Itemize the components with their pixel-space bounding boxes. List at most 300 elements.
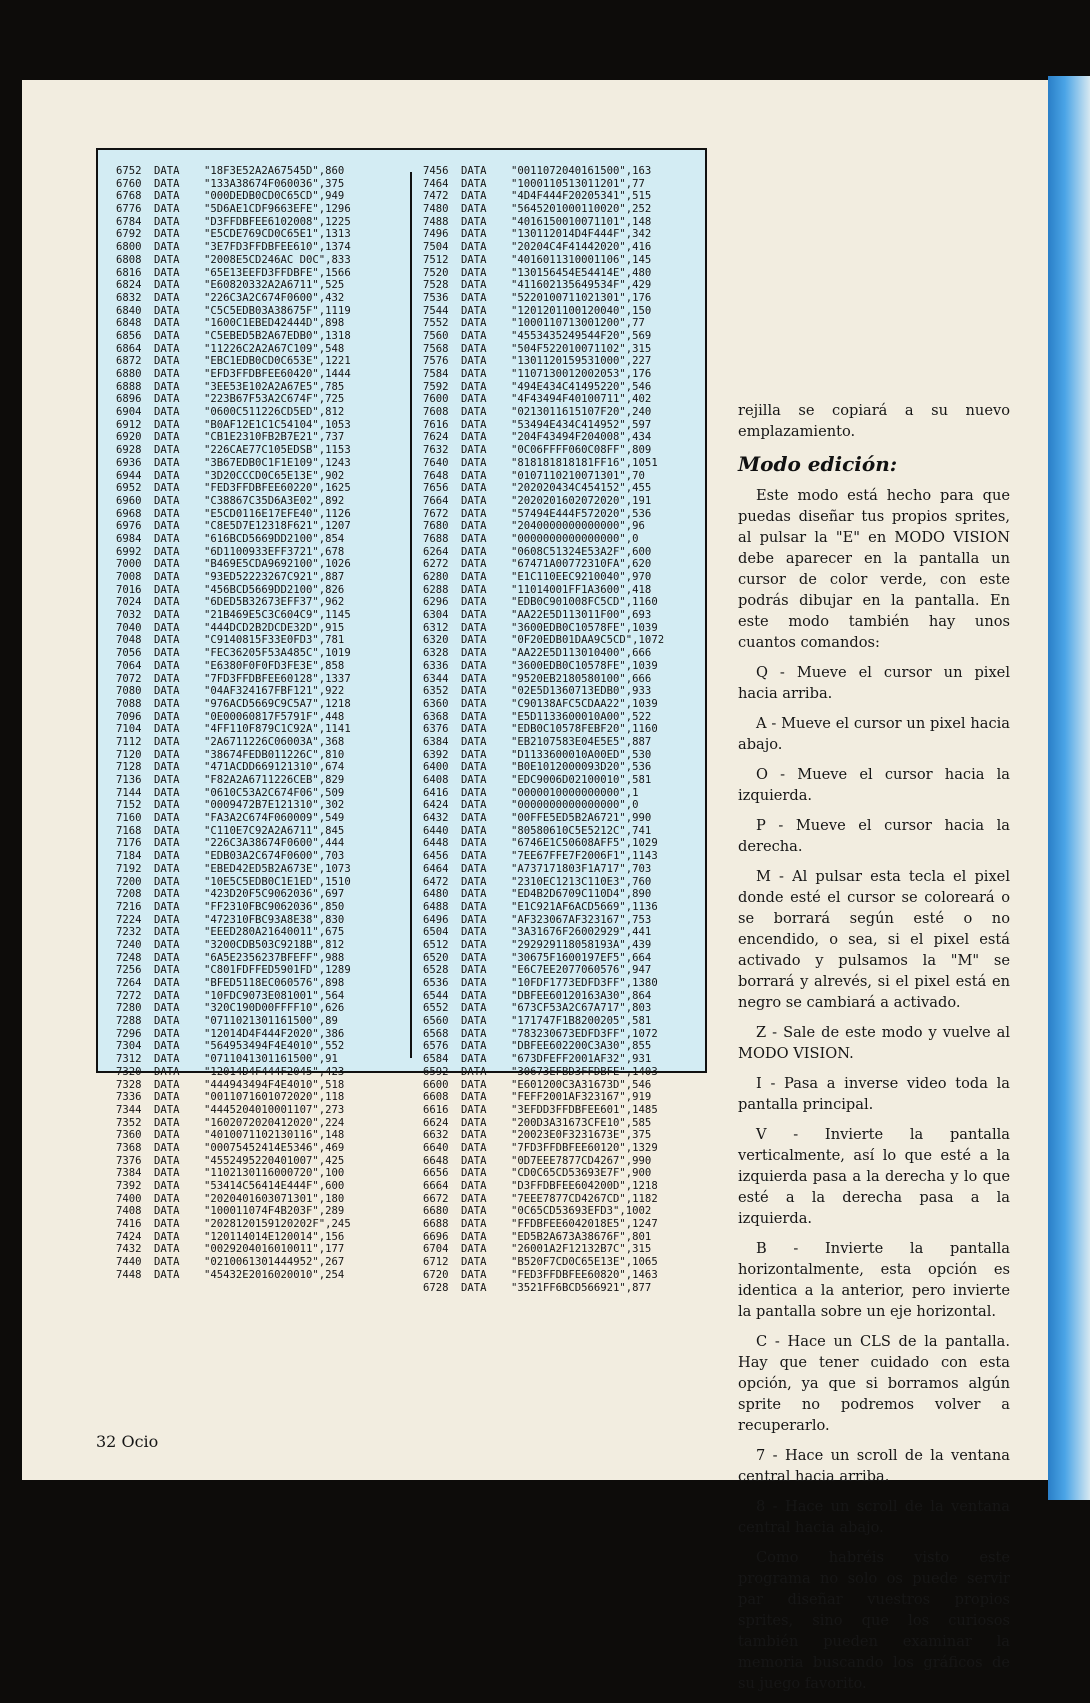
data-value: "67471A00772310FA",620 xyxy=(511,558,652,571)
line-number: 6560 xyxy=(423,1015,449,1028)
listing-line xyxy=(423,216,664,229)
listing-line xyxy=(423,1117,664,1130)
data-keyword: DATA xyxy=(461,342,487,355)
data-value: "0610C53A2C674F06",509 xyxy=(204,786,345,799)
data-value: "AF323067AF323167",753 xyxy=(511,913,652,926)
listing-line xyxy=(116,901,351,914)
data-keyword: DATA xyxy=(461,1180,487,1192)
data-value: "ED5B2A673A38676F",801 xyxy=(511,1230,652,1243)
data-keyword: DATA xyxy=(154,900,180,913)
data-keyword: DATA xyxy=(154,545,180,558)
data-value: "2020201602072020",191 xyxy=(511,494,652,507)
line-number: 6816 xyxy=(116,266,142,279)
listing-line xyxy=(423,393,664,406)
data-value: "00075452414E5346",469 xyxy=(204,1141,345,1154)
data-keyword: DATA xyxy=(461,926,487,939)
listing-line xyxy=(116,977,351,990)
line-number: 7528 xyxy=(423,279,449,292)
listing-line xyxy=(116,203,351,216)
line-number: 7448 xyxy=(116,1268,142,1281)
data-keyword: DATA xyxy=(461,1154,487,1167)
listing-line xyxy=(116,571,351,584)
data-value: "10E5C5EDB0C1E1ED",1510 xyxy=(204,875,351,888)
line-number: 7536 xyxy=(423,291,449,304)
data-keyword: DATA xyxy=(154,672,180,685)
line-number: 7248 xyxy=(116,951,142,964)
listing-line xyxy=(116,330,351,343)
data-keyword: DATA xyxy=(461,875,487,888)
data-keyword: DATA xyxy=(154,1065,180,1078)
data-keyword: DATA xyxy=(461,317,487,330)
listing-line xyxy=(116,736,351,749)
data-value: "E5CDE769CD0C65E1",1313 xyxy=(204,228,351,241)
line-number: 6392 xyxy=(423,748,449,761)
listing-line xyxy=(116,1079,351,1092)
line-number: 7056 xyxy=(116,647,142,660)
listing-line xyxy=(116,1231,351,1244)
data-value: "171747F1B8200205",581 xyxy=(511,1015,652,1028)
listing-line xyxy=(423,190,664,203)
data-value: "D1133600010A00ED",530 xyxy=(511,748,652,761)
line-number: 7232 xyxy=(116,926,142,939)
data-value: "EBED42ED5B2A673E",1073 xyxy=(204,862,351,875)
line-number: 6280 xyxy=(423,571,449,583)
listing-line xyxy=(423,584,664,597)
data-value: "E601200C3A31673D",546 xyxy=(511,1078,652,1091)
data-value: "65E13EEFD3FFDBFE",1566 xyxy=(204,266,351,279)
line-number: 7472 xyxy=(423,190,449,203)
listing-line xyxy=(116,190,351,203)
data-value: "133A38674F060036",375 xyxy=(204,177,345,190)
data-keyword: DATA xyxy=(461,1103,487,1116)
data-keyword: DATA xyxy=(461,215,487,228)
data-value: "FEC36205F53A485C",1019 xyxy=(204,647,351,660)
listing-line xyxy=(116,584,351,597)
line-number: 6296 xyxy=(423,596,449,609)
listing-line xyxy=(423,876,664,889)
data-value: "0608C51324E53A2F",600 xyxy=(511,545,652,558)
line-number: 7144 xyxy=(116,786,142,799)
data-value: "E6C7EE2077060576",947 xyxy=(511,964,652,977)
basic-data-listing xyxy=(96,148,707,1294)
article-paragraph: 8 - Hace un scroll de la ventana central hacia abajo. xyxy=(738,1498,1010,1536)
data-keyword: DATA xyxy=(154,431,180,444)
article-paragraph: 7 - Hace un scroll de la ventana central hacia arriba. xyxy=(738,1447,1010,1485)
listing-line xyxy=(116,470,351,483)
data-keyword: DATA xyxy=(154,1027,180,1040)
line-number: 7680 xyxy=(423,520,449,533)
line-number: 7584 xyxy=(423,368,449,380)
data-value: "4016011310001106",145 xyxy=(511,253,652,266)
data-value: "7FD3FFDBFEE60128",1337 xyxy=(204,672,351,685)
data-keyword: DATA xyxy=(461,735,487,748)
data-keyword: DATA xyxy=(461,977,487,989)
line-number: 7168 xyxy=(116,824,142,837)
data-value: "1102130116000720",100 xyxy=(204,1167,345,1180)
line-number: 6704 xyxy=(423,1243,449,1256)
data-value: "C801FDFFED5901FD",1289 xyxy=(204,964,351,977)
data-value: "494E434C41495220",546 xyxy=(511,380,652,393)
data-value: "DBFEE602200C3A30",855 xyxy=(511,1040,652,1053)
data-value: "0C65CD53693EFD3",1002 xyxy=(511,1205,652,1218)
data-keyword: DATA xyxy=(154,1268,180,1281)
listing-line xyxy=(423,1193,664,1206)
data-keyword: DATA xyxy=(461,685,487,698)
listing-line xyxy=(423,508,664,521)
line-number: 6720 xyxy=(423,1268,449,1281)
data-value: "3521FF6BCD566921",877 xyxy=(511,1281,652,1294)
listing-line xyxy=(116,939,351,952)
line-number: 7672 xyxy=(423,507,449,520)
data-value: "471ACDD669121310",674 xyxy=(204,761,345,774)
data-keyword: DATA xyxy=(461,621,487,634)
article-paragraph: M - Al pulsar esta tecla el pixel donde esté el cursor se coloreará o se borrará según esté o no encendido, o sea, si el pixel está activado y pulsamos la "M" se borrará y alrevés, si el pixel está en negro se cambiará a activado. xyxy=(738,868,1010,1011)
line-number: 6968 xyxy=(116,507,142,520)
listing-line xyxy=(423,1167,664,1180)
listing-line xyxy=(423,863,664,876)
data-value: "AA22E5D113010400",666 xyxy=(511,647,652,660)
line-number: 7376 xyxy=(116,1154,142,1167)
listing-line xyxy=(423,546,664,559)
data-value: "C110E7C92A2A6711",845 xyxy=(204,824,345,837)
data-value: "1600C1EBED42444D",898 xyxy=(204,317,345,330)
data-keyword: DATA xyxy=(461,1218,487,1231)
data-value: "3600EDB0C10578FE",1039 xyxy=(511,621,658,634)
data-keyword: DATA xyxy=(154,735,180,748)
line-number: 7392 xyxy=(116,1180,142,1192)
line-number: 6824 xyxy=(116,279,142,292)
data-value: "0600C511226CD5ED",812 xyxy=(204,406,345,419)
data-keyword: DATA xyxy=(154,862,180,875)
listing-line xyxy=(116,825,351,838)
data-value: "FA3A2C674F060009",549 xyxy=(204,812,345,825)
data-keyword: DATA xyxy=(154,1053,180,1066)
listing-line xyxy=(116,520,351,533)
data-keyword: DATA xyxy=(461,190,487,203)
data-keyword: DATA xyxy=(154,1141,180,1154)
line-number: 7496 xyxy=(423,228,449,241)
listing-line xyxy=(116,888,351,901)
data-keyword: DATA xyxy=(461,786,487,799)
data-keyword: DATA xyxy=(154,228,180,241)
data-keyword: DATA xyxy=(461,418,487,431)
listing-line xyxy=(116,508,351,521)
line-number: 7152 xyxy=(116,799,142,812)
line-number: 7576 xyxy=(423,355,449,368)
data-value: "C5EBED5B2A67EDB0",1318 xyxy=(204,329,351,342)
listing-line xyxy=(116,431,351,444)
data-keyword: DATA xyxy=(154,1230,180,1243)
data-value: "2020401603071301",180 xyxy=(204,1192,345,1205)
data-value: "456BCD5669DD2100",826 xyxy=(204,583,345,596)
listing-line xyxy=(423,470,664,483)
data-value: "5220100711021301",176 xyxy=(511,291,652,304)
data-keyword: DATA xyxy=(461,1205,487,1218)
listing-line xyxy=(423,419,664,432)
line-number: 7328 xyxy=(116,1078,142,1091)
data-value: "11226C2A2A67C109",548 xyxy=(204,342,345,355)
article-paragraph: rejilla se copiará a su nuevo emplazamiento. xyxy=(738,402,1010,440)
data-keyword: DATA xyxy=(461,1243,487,1256)
data-keyword: DATA xyxy=(461,1015,487,1028)
listing-line xyxy=(423,774,664,787)
data-keyword: DATA xyxy=(461,545,487,558)
line-number: 7040 xyxy=(116,621,142,634)
data-keyword: DATA xyxy=(154,1192,180,1205)
line-number: 7224 xyxy=(116,913,142,926)
data-value: "000DEDB0CD0C65CD",949 xyxy=(204,190,345,203)
listing-right-column xyxy=(423,165,664,1294)
data-keyword: DATA xyxy=(461,571,487,583)
listing-line xyxy=(423,1053,664,1066)
data-value: "130156454E54414E",480 xyxy=(511,266,652,279)
data-keyword: DATA xyxy=(461,774,487,786)
line-number: 7608 xyxy=(423,406,449,419)
listing-line xyxy=(423,431,664,444)
listing-line xyxy=(423,457,664,470)
line-number: 7624 xyxy=(423,431,449,444)
data-keyword: DATA xyxy=(461,368,487,380)
data-value: "E6380F0F0FD3FE3E",858 xyxy=(204,659,345,672)
line-number: 6776 xyxy=(116,203,142,216)
data-value: "223B67F53A2C674F",725 xyxy=(204,393,345,406)
line-number: 6408 xyxy=(423,774,449,786)
data-keyword: DATA xyxy=(154,989,180,1002)
listing-line xyxy=(423,964,664,977)
data-value: "4445204010001107",273 xyxy=(204,1103,345,1116)
listing-line xyxy=(423,888,664,901)
data-value: "20204C4F41442020",416 xyxy=(511,241,652,254)
data-value: "0E00060817F5791F",448 xyxy=(204,710,345,723)
data-keyword: DATA xyxy=(461,1002,487,1015)
line-number: 7568 xyxy=(423,342,449,355)
data-keyword: DATA xyxy=(154,342,180,355)
data-keyword: DATA xyxy=(461,1167,487,1180)
data-value: "226C3A2C674F0600",432 xyxy=(204,291,345,304)
data-keyword: DATA xyxy=(154,355,180,368)
line-number: 6672 xyxy=(423,1192,449,1205)
data-keyword: DATA xyxy=(461,951,487,964)
data-keyword: DATA xyxy=(461,723,487,736)
line-number: 7664 xyxy=(423,494,449,507)
listing-line xyxy=(423,837,664,850)
data-value: "30673EFBD3FFDBFE",1403 xyxy=(511,1065,658,1078)
listing-line xyxy=(423,1256,664,1269)
line-number: 6696 xyxy=(423,1230,449,1243)
line-number: 7288 xyxy=(116,1015,142,1028)
data-value: "0711021301161500",89 xyxy=(204,1015,338,1028)
line-number: 6512 xyxy=(423,938,449,951)
data-value: "5D6AE1CDF9663EFE",1296 xyxy=(204,203,351,216)
data-keyword: DATA xyxy=(154,583,180,596)
line-number: 6800 xyxy=(116,241,142,254)
data-value: "3200CDB503C9218B",812 xyxy=(204,938,345,951)
data-keyword: DATA xyxy=(154,710,180,723)
line-number: 7464 xyxy=(423,177,449,190)
line-number: 6992 xyxy=(116,545,142,558)
line-number: 7520 xyxy=(423,266,449,279)
line-number: 6536 xyxy=(423,977,449,989)
listing-line xyxy=(423,825,664,838)
listing-line xyxy=(116,406,351,419)
data-value: "1000110513011201",77 xyxy=(511,177,645,190)
listing-line xyxy=(116,914,351,927)
data-value: "226CAE77C105EDSB",1153 xyxy=(204,444,351,457)
line-number: 7280 xyxy=(116,1002,142,1015)
data-keyword: DATA xyxy=(461,748,487,761)
listing-line xyxy=(116,355,351,368)
data-value: "CB1E2310FB2B7E21",737 xyxy=(204,431,345,444)
data-keyword: DATA xyxy=(461,329,487,342)
data-keyword: DATA xyxy=(154,875,180,888)
data-value: "7FD3FFDBFEE60120",1329 xyxy=(511,1141,658,1154)
data-value: "673CF53A2C67A717",803 xyxy=(511,1002,652,1015)
data-value: "3EFDD3FFDBFEE601",1485 xyxy=(511,1103,658,1116)
listing-line xyxy=(423,1180,664,1193)
listing-line xyxy=(116,799,351,812)
line-number: 7072 xyxy=(116,672,142,685)
listing-line xyxy=(116,761,351,774)
data-value: "411602135649534F",429 xyxy=(511,279,652,292)
data-value: "3B67EDB0C1F1E109",1243 xyxy=(204,456,351,469)
data-keyword: DATA xyxy=(154,329,180,342)
listing-line xyxy=(116,926,351,939)
data-keyword: DATA xyxy=(154,609,180,622)
line-number: 6728 xyxy=(423,1281,449,1294)
data-value: "18F3E52A2A67545D",860 xyxy=(204,165,345,177)
data-keyword: DATA xyxy=(461,672,487,685)
listing-line xyxy=(116,495,351,508)
listing-line xyxy=(116,634,351,647)
listing-line xyxy=(116,863,351,876)
data-value: "130112014D4F444F",342 xyxy=(511,228,652,241)
data-value: "BFED5118EC060576",898 xyxy=(204,977,345,989)
listing-line xyxy=(423,1142,664,1155)
article-paragraph: Q - Mueve el cursor un pixel hacia arriba. xyxy=(738,664,1010,702)
data-keyword: DATA xyxy=(461,165,487,177)
listing-line xyxy=(116,749,351,762)
line-number: 6752 xyxy=(116,165,142,177)
listing-line xyxy=(116,165,351,178)
listing-line xyxy=(423,596,664,609)
data-value: "E1C110EEC9210040",970 xyxy=(511,571,652,583)
data-keyword: DATA xyxy=(154,304,180,317)
listing-line xyxy=(116,381,351,394)
listing-line xyxy=(423,723,664,736)
data-keyword: DATA xyxy=(154,1040,180,1053)
line-number: 7480 xyxy=(423,203,449,216)
line-number: 6336 xyxy=(423,659,449,672)
data-value: "EDB0C901008FC5CD",1160 xyxy=(511,596,658,609)
data-value: "AA22E5D113011F00",693 xyxy=(511,609,652,622)
data-value: "20023E0F3231673E",375 xyxy=(511,1129,652,1142)
line-number: 6288 xyxy=(423,583,449,596)
data-value: "3600EDB0C10578FE",1039 xyxy=(511,659,658,672)
data-keyword: DATA xyxy=(461,989,487,1002)
data-keyword: DATA xyxy=(154,266,180,279)
data-keyword: DATA xyxy=(461,938,487,951)
line-number: 7592 xyxy=(423,380,449,393)
listing-line xyxy=(423,178,664,191)
line-number: 7208 xyxy=(116,888,142,901)
data-value: "0711041301161500",91 xyxy=(204,1053,338,1066)
listing-line xyxy=(423,977,664,990)
data-value: "4553435249544F20",569 xyxy=(511,329,652,342)
listing-line xyxy=(423,1243,664,1256)
listing-line xyxy=(116,533,351,546)
data-keyword: DATA xyxy=(461,266,487,279)
listing-line xyxy=(423,1066,664,1079)
line-number: 7120 xyxy=(116,748,142,761)
listing-line xyxy=(116,1066,351,1079)
line-number: 6272 xyxy=(423,558,449,571)
listing-line xyxy=(116,558,351,571)
line-number: 7488 xyxy=(423,215,449,228)
data-value: "0011072040161500",163 xyxy=(511,165,652,177)
line-number: 7128 xyxy=(116,761,142,774)
data-keyword: DATA xyxy=(154,850,180,863)
data-keyword: DATA xyxy=(154,406,180,419)
listing-line xyxy=(423,1015,664,1028)
line-number: 6784 xyxy=(116,215,142,228)
data-value: "93ED52223267C921",887 xyxy=(204,571,345,583)
data-keyword: DATA xyxy=(154,824,180,837)
line-number: 6520 xyxy=(423,951,449,964)
line-number: 7216 xyxy=(116,900,142,913)
data-keyword: DATA xyxy=(461,964,487,977)
data-keyword: DATA xyxy=(154,1205,180,1218)
data-keyword: DATA xyxy=(461,862,487,875)
data-value: "C9140815F33E0FD3",781 xyxy=(204,634,345,647)
data-keyword: DATA xyxy=(461,494,487,507)
data-keyword: DATA xyxy=(461,1192,487,1205)
data-value: "3A31676F26002929",441 xyxy=(511,926,652,939)
line-number: 7632 xyxy=(423,444,449,457)
listing-line xyxy=(116,647,351,660)
listing-line xyxy=(116,1053,351,1066)
listing-line xyxy=(423,330,664,343)
listing-line xyxy=(423,1205,664,1218)
listing-line xyxy=(423,165,664,178)
data-keyword: DATA xyxy=(154,291,180,304)
column-divider xyxy=(410,172,412,1058)
data-value: "0011071601072020",118 xyxy=(204,1091,345,1104)
data-keyword: DATA xyxy=(154,215,180,228)
line-number: 6568 xyxy=(423,1027,449,1040)
listing-line xyxy=(116,837,351,850)
listing-line xyxy=(116,723,351,736)
line-number: 6640 xyxy=(423,1141,449,1154)
data-keyword: DATA xyxy=(461,228,487,241)
listing-line xyxy=(423,901,664,914)
data-keyword: DATA xyxy=(154,1116,180,1129)
listing-line xyxy=(116,1205,351,1218)
listing-line xyxy=(423,812,664,825)
data-keyword: DATA xyxy=(154,380,180,393)
line-number: 6424 xyxy=(423,799,449,812)
listing-line xyxy=(423,292,664,305)
line-number: 6488 xyxy=(423,900,449,913)
line-number: 6344 xyxy=(423,672,449,685)
line-number: 6264 xyxy=(423,545,449,558)
listing-line xyxy=(116,1040,351,1053)
data-keyword: DATA xyxy=(461,1116,487,1129)
listing-line xyxy=(423,1079,664,1092)
data-keyword: DATA xyxy=(154,647,180,660)
listing-line xyxy=(116,1129,351,1142)
line-number: 6576 xyxy=(423,1040,449,1053)
line-number: 6400 xyxy=(423,761,449,774)
